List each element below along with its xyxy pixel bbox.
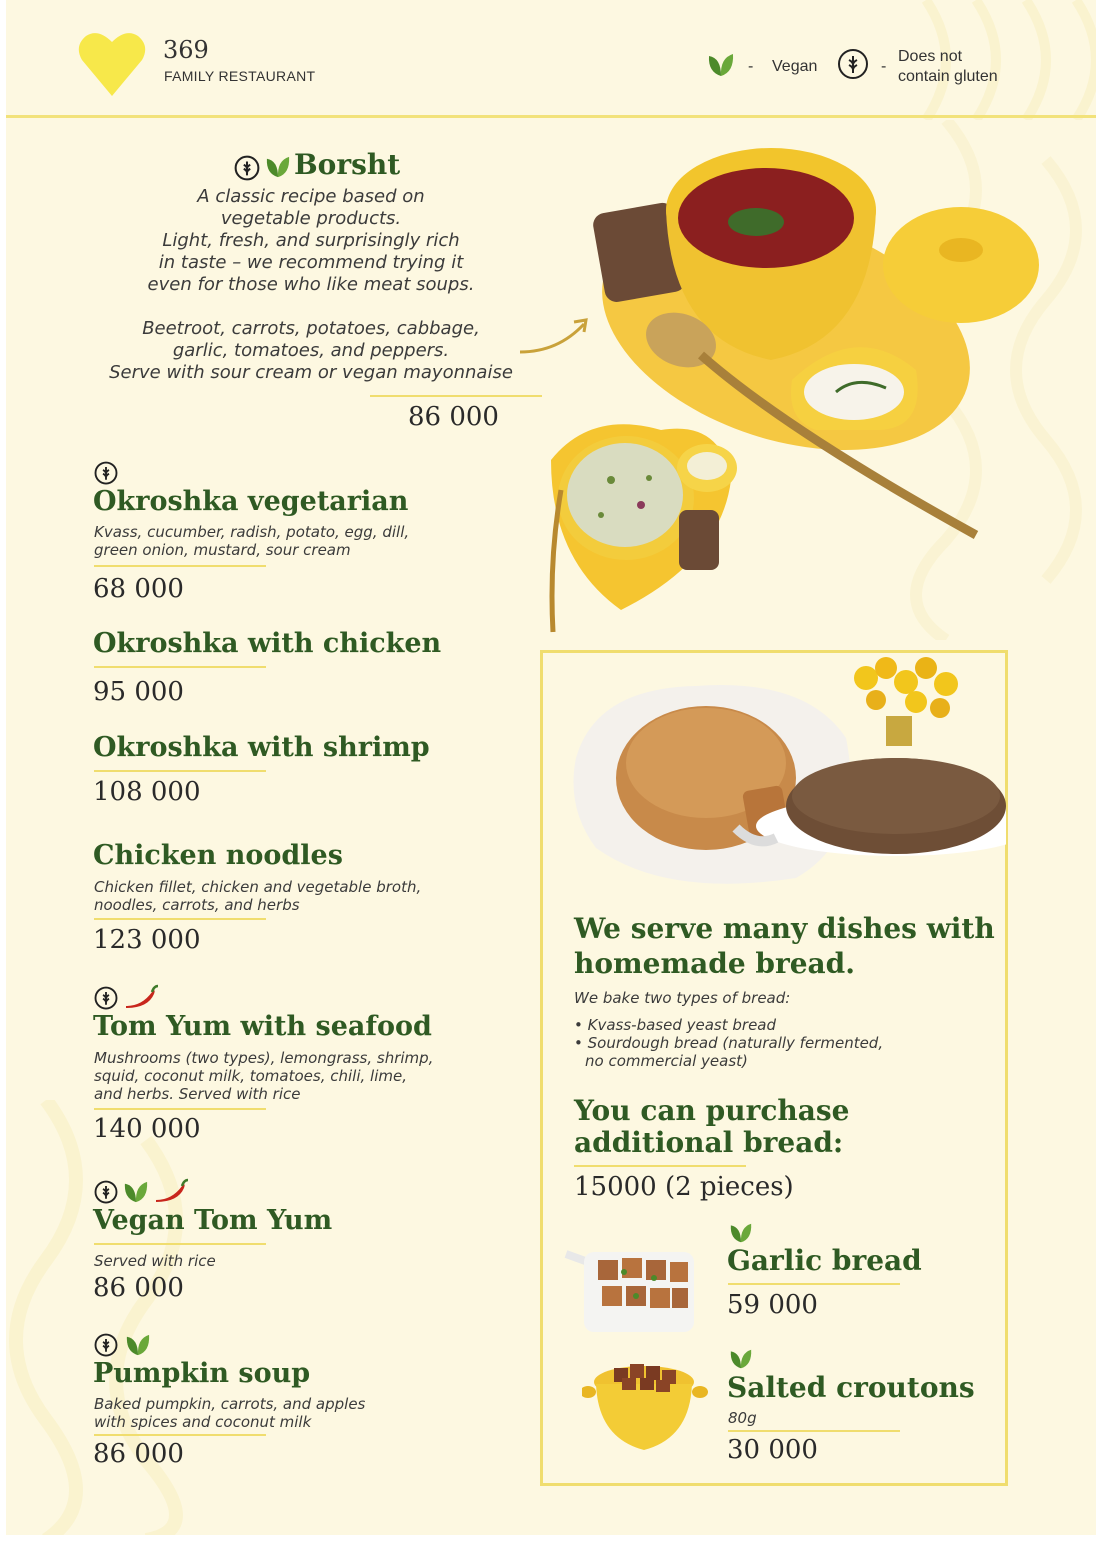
bread-item-title: Salted croutons <box>727 1371 975 1404</box>
chili-icon <box>152 1178 190 1204</box>
dish-title: Okroshka with shrimp <box>93 732 430 763</box>
bread-bullet-list: • Kvass-based yeast bread • Sourdough bread (naturally fermented, no commercial yeast) <box>574 1016 884 1070</box>
bread-intro: We bake two types of bread: <box>574 989 791 1007</box>
menu-page <box>6 0 1096 1535</box>
dish-description: Chicken fillet, chicken and vegetable broth, noodles, carrots, and herbs <box>94 878 422 914</box>
vegan-leaf-icon <box>728 1348 754 1370</box>
dish-description: Baked pumpkin, carrots, and apples with spices and coconut milk <box>94 1395 366 1431</box>
brand-name: FAMILY RESTAURANT <box>164 68 316 84</box>
borsht-description: A classic recipe based on vegetable products. Light, fresh, and surprisingly rich in taste – we recommend trying it even for those who like meat soups. <box>147 186 475 295</box>
legend-gluten-dash: - <box>881 58 887 75</box>
bread-bullet: • Sourdough bread (naturally fermented, <box>574 1034 884 1052</box>
gluten-free-icon <box>94 1180 118 1204</box>
bread-heading-line1: We serve many dishes with <box>574 912 995 945</box>
bread-item-weight: 80g <box>728 1409 757 1427</box>
dish-price: 68 000 <box>93 574 184 604</box>
dish-underline <box>94 918 266 920</box>
bread-heading-line2: homemade bread. <box>574 947 855 980</box>
purchase-underline <box>574 1165 746 1167</box>
bread-item-underline <box>728 1283 900 1285</box>
dish-underline <box>94 1243 266 1245</box>
dish-price: 108 000 <box>93 777 201 807</box>
purchase-heading-line1: You can purchase <box>574 1094 850 1127</box>
okroshka-photo <box>531 410 741 635</box>
purchase-price: 15000 (2 pieces) <box>574 1172 794 1202</box>
garlic-bread-photo <box>564 1238 714 1338</box>
dish-underline <box>94 565 266 567</box>
dish-underline <box>94 1108 266 1110</box>
dish-title: Pumpkin soup <box>93 1358 311 1389</box>
purchase-heading-line2: additional bread: <box>574 1126 844 1159</box>
legend-vegan-dash: - <box>748 58 754 75</box>
dish-price: 123 000 <box>93 925 201 955</box>
legend-vegan-label: Vegan <box>772 58 818 75</box>
header-divider <box>6 115 1096 118</box>
ornament-decoration <box>6 1100 226 1535</box>
dish-description: Served with rice <box>94 1252 216 1270</box>
dish-title: Okroshka vegetarian <box>93 486 409 517</box>
dish-description: Mushrooms (two types), lemongrass, shrimp, squid, coconut milk, tomatoes, chili, lime, and herbs. Served with rice <box>94 1049 434 1103</box>
dish-price: 95 000 <box>93 677 184 707</box>
dish-title: Vegan Tom Yum <box>93 1205 333 1236</box>
dish-title: Tom Yum with seafood <box>93 1011 432 1042</box>
croutons-photo <box>582 1358 708 1456</box>
bread-item-underline <box>728 1430 900 1432</box>
vegan-leaf-icon <box>706 52 736 78</box>
vegan-leaf-icon <box>728 1222 754 1244</box>
brand-number: 369 <box>163 36 209 64</box>
arrow-icon <box>518 316 592 356</box>
vegan-leaf-icon <box>124 1333 152 1357</box>
borsht-price: 86 000 <box>408 402 499 432</box>
dish-price: 140 000 <box>93 1114 201 1144</box>
borsht-title: Borsht <box>294 148 401 181</box>
bread-item-price: 30 000 <box>727 1435 818 1465</box>
gluten-free-icon <box>837 48 869 80</box>
gluten-free-icon <box>94 461 118 485</box>
dish-underline <box>94 770 266 772</box>
bread-item-title: Garlic bread <box>727 1244 922 1277</box>
chili-icon <box>122 984 160 1010</box>
dish-description: Kvass, cucumber, radish, potato, egg, dill, green onion, mustard, sour cream <box>94 523 410 559</box>
bread-bullet: • Kvass-based yeast bread <box>574 1016 777 1034</box>
dish-price: 86 000 <box>93 1439 184 1469</box>
borsht-ingredients: Beetroot, carrots, potatoes, cabbage, garlic, tomatoes, and peppers. Serve with sour cream or vegan mayonnaise <box>109 318 513 383</box>
gluten-free-icon <box>94 986 118 1010</box>
heart-logo-icon <box>78 30 146 96</box>
gluten-free-icon <box>94 1333 118 1357</box>
dish-underline <box>94 666 266 668</box>
dish-title: Okroshka with chicken <box>93 628 442 659</box>
dish-underline <box>94 1434 266 1436</box>
bread-item-price: 59 000 <box>727 1290 818 1320</box>
dish-price: 86 000 <box>93 1273 184 1303</box>
vegan-leaf-icon <box>122 1180 150 1204</box>
borsht-price-underline <box>370 395 542 397</box>
vegan-leaf-icon <box>264 155 292 179</box>
gluten-free-icon <box>234 155 260 181</box>
legend-gluten-line1: Does not <box>898 48 963 65</box>
legend-gluten-line2: contain gluten <box>898 68 998 85</box>
dish-title: Chicken noodles <box>93 840 343 871</box>
bread-photo <box>566 638 1006 898</box>
